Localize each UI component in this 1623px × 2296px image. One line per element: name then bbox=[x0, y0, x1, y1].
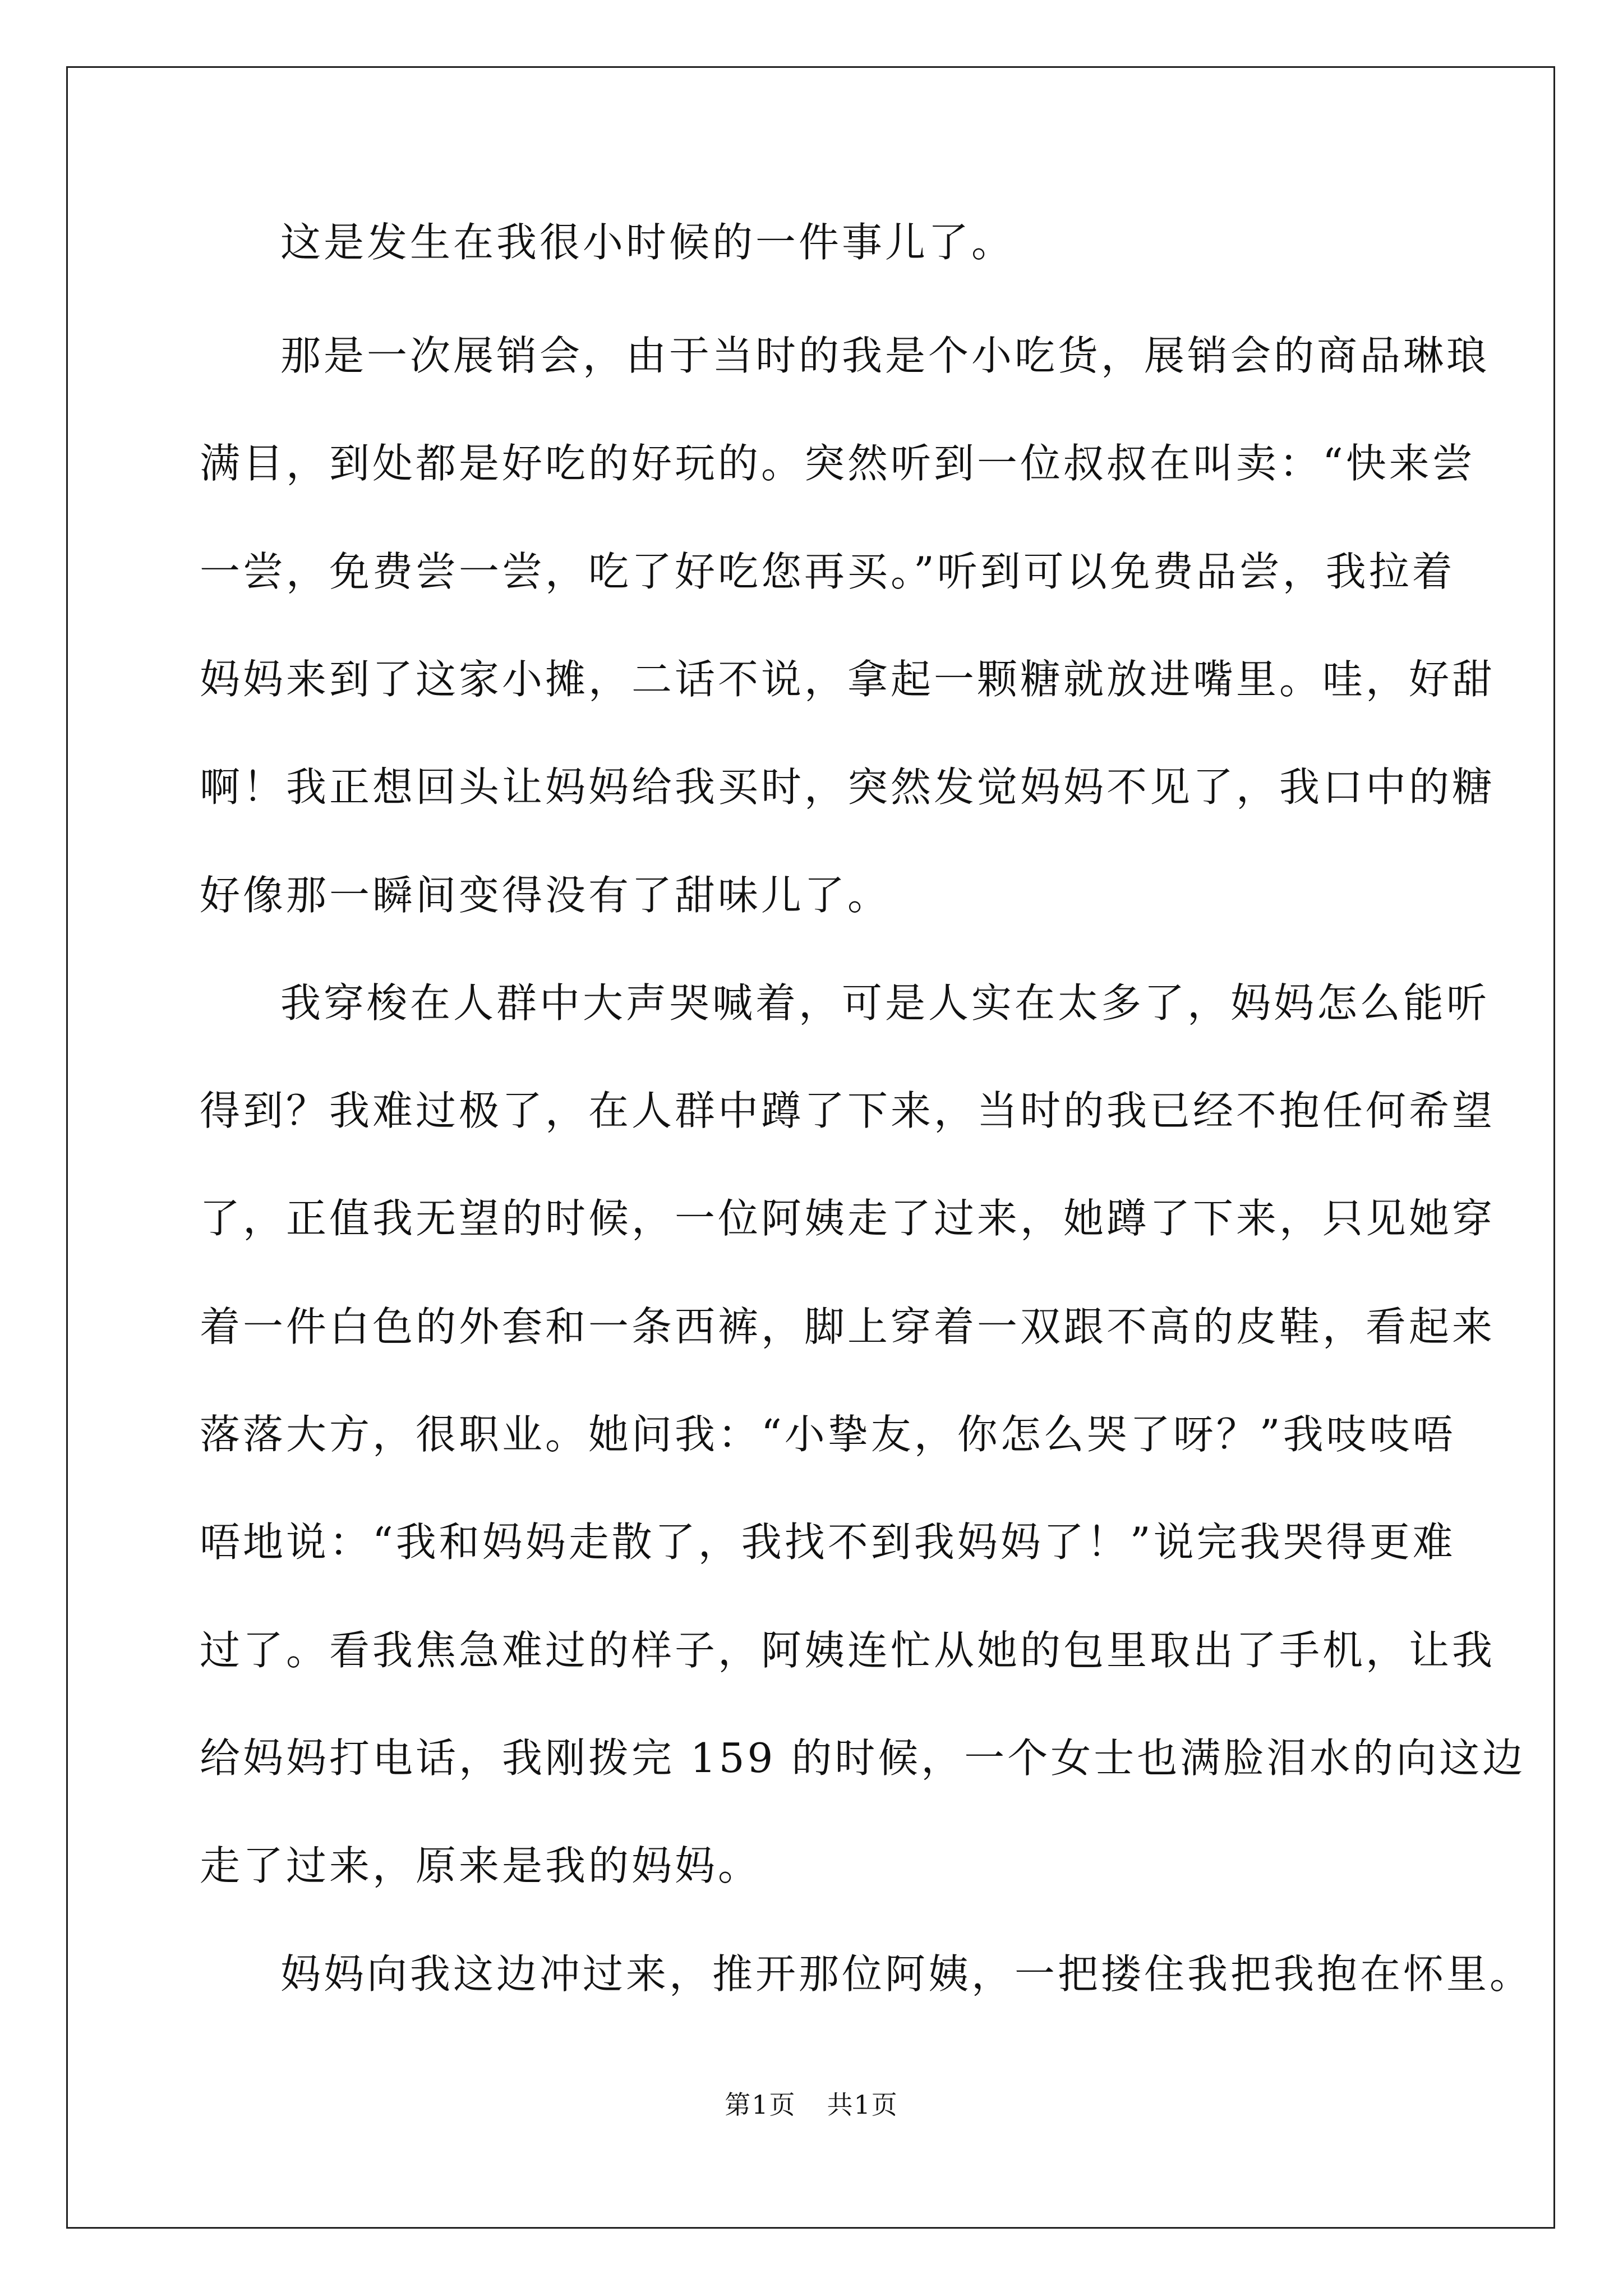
paragraph-3-line-4: 着一件白色的外套和一条西裤，脚上穿着一双跟不高的皮鞋，看起来 bbox=[200, 1303, 1496, 1350]
page-border bbox=[66, 66, 1555, 2229]
paragraph-2-line-3: 一尝，免费尝一尝，吃了好吃您再买。”听到可以免费品尝，我拉着 bbox=[200, 548, 1455, 595]
paragraph-2-line-6: 好像那一瞬间变得没有了甜味儿了。 bbox=[200, 872, 891, 919]
paragraph-3-line-6: 唔地说：“我和妈妈走散了，我找不到我妈妈了！”说完我哭得更难 bbox=[200, 1519, 1456, 1566]
page-number-current: 第1页 bbox=[725, 2090, 796, 2120]
paragraph-1-line-1: 这是发生在我很小时候的一件事儿了。 bbox=[280, 219, 1015, 266]
paragraph-3-line-9: 走了过来，原来是我的妈妈。 bbox=[200, 1842, 762, 1889]
page-footer bbox=[0, 2088, 1623, 2122]
page-number-total: 共1页 bbox=[827, 2090, 898, 2120]
paragraph-3-line-2: 得到？我难过极了，在人群中蹲了下来，当时的我已经不抱任何希望 bbox=[200, 1087, 1496, 1134]
paragraph-2-line-4: 妈妈来到了这家小摊，二话不说，拿起一颗糖就放进嘴里。哇，好甜 bbox=[200, 656, 1496, 703]
paragraph-2-line-2: 满目，到处都是好吃的好玩的。突然听到一位叔叔在叫卖：“快来尝 bbox=[200, 440, 1476, 487]
paragraph-2-line-5: 啊！我正想回头让妈妈给我买时，突然发觉妈妈不见了，我口中的糖 bbox=[200, 763, 1496, 811]
paragraph-2-line-1: 那是一次展销会，由于当时的我是个小吃货，展销会的商品琳琅 bbox=[280, 332, 1490, 379]
paragraph-3-line-8: 给妈妈打电话，我刚拨完 159 的时候，一个女士也满脸泪水的向这边 bbox=[200, 1734, 1526, 1782]
paragraph-4-line-1: 妈妈向我这边冲过来，推开那位阿姨，一把搂住我把我抱在怀里。 bbox=[280, 1950, 1533, 1998]
paragraph-3-line-1: 我穿梭在人群中大声哭喊着，可是人实在太多了，妈妈怎么能听 bbox=[280, 979, 1490, 1027]
paragraph-3-line-3: 了，正值我无望的时候，一位阿姨走了过来，她蹲了下来，只见她穿 bbox=[200, 1195, 1496, 1242]
paragraph-3-line-5: 落落大方，很职业。她问我：“小挚友，你怎么哭了呀？”我吱吱唔 bbox=[200, 1411, 1456, 1458]
paragraph-3-line-7: 过了。看我焦急难过的样子，阿姨连忙从她的包里取出了手机，让我 bbox=[200, 1627, 1496, 1674]
